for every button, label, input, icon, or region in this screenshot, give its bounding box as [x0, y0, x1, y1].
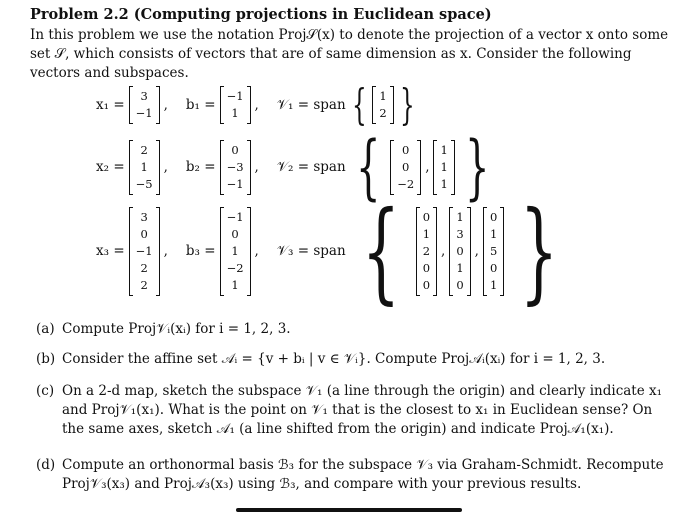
- problem-intro: In this problem we use the notation Proj𝒮(x) to denote the projection of a vector x onto some set 𝒮, which consists of vectors that are of same dimension as x. Consider the following vectors and subspaces.: [30, 27, 669, 81]
- x2-label: x₂ =: [96, 159, 125, 175]
- v3-entry: 0: [422, 209, 431, 224]
- x3-entry: 0: [140, 226, 148, 241]
- part-tag: (c): [36, 383, 55, 399]
- x1-entry: −1: [135, 106, 153, 120]
- v2-entry: −2: [397, 176, 415, 191]
- comma: ,: [474, 243, 479, 259]
- v3-entry: 5: [489, 243, 498, 258]
- v3-entry: 1: [456, 260, 464, 275]
- v2-entry: 0: [402, 142, 410, 157]
- v3-entry: 0: [456, 277, 464, 292]
- v3-entry: 2: [422, 243, 431, 258]
- b3-entry: −1: [226, 209, 244, 224]
- v3-entry: 0: [456, 243, 464, 258]
- v2-entry: 1: [440, 176, 448, 191]
- v1-entry: 2: [379, 106, 387, 120]
- vector-row-2: [0, 126, 700, 208]
- x2-vector: [129, 141, 160, 194]
- v1-label: 𝒱₁ = span: [276, 97, 346, 113]
- b1-entry: 1: [231, 106, 239, 120]
- v3-entry: 3: [456, 226, 464, 241]
- home-indicator-bar[interactable]: [236, 508, 462, 512]
- v2-entry: 1: [440, 159, 448, 174]
- left-brace: {: [355, 126, 381, 208]
- v3-entry: 1: [422, 226, 431, 241]
- x1-entry: 3: [140, 89, 148, 103]
- part-b: [36, 350, 676, 369]
- part-text: Compute an orthonormal basis ℬ₃ for the subspace 𝒱₃ via Graham-Schmidt. Recompute Proj𝒱₃(x₃) and Proj𝒜₃(x₃) using ℬ₃, and compare with your previous results.: [62, 457, 664, 492]
- v3-basis-vector-3: [483, 208, 504, 295]
- part-a: [36, 320, 676, 339]
- v2-label: 𝒱₂ = span: [276, 159, 346, 175]
- v3-entry: 0: [422, 260, 431, 275]
- left-brace: {: [361, 187, 400, 315]
- part-tag: (d): [36, 457, 56, 473]
- vector-row-3: [0, 187, 700, 315]
- b3-label: b₃ =: [185, 243, 216, 259]
- b2-label: b₂ =: [185, 159, 216, 175]
- comma: ,: [254, 159, 259, 175]
- x2-entry: 2: [140, 142, 148, 157]
- x2-entry: 1: [140, 159, 148, 174]
- b3-entry: 1: [231, 277, 239, 292]
- x3-entry: 2: [140, 277, 148, 292]
- v1-entry: 1: [379, 89, 387, 103]
- right-brace: }: [399, 80, 415, 129]
- part-d: [36, 456, 676, 494]
- comma: ,: [254, 97, 259, 113]
- b2-entry: 0: [231, 142, 239, 157]
- v3-basis-vector-1: [416, 208, 437, 295]
- problem-title: Problem 2.2 (Computing projections in Euclidean space): [30, 6, 492, 23]
- x3-vector: [129, 208, 160, 295]
- right-brace: }: [520, 187, 559, 315]
- part-text: On a 2-d map, sketch the subspace 𝒱₁ (a line through the origin) and clearly indicate x₁ and Proj𝒱₁(x₁). What is the point on 𝒱₁ that is the closest to x₁ in Euclidean sense? On the same axes, sketch 𝒜₁ (a line shifted from the origin) and indicate Proj𝒜₁(x₁).: [62, 383, 663, 437]
- v2-entry: 1: [440, 142, 448, 157]
- x3-entry: −1: [135, 243, 153, 258]
- x3-label: x₃ =: [96, 243, 125, 259]
- v3-entry: 1: [456, 209, 464, 224]
- part-text: Consider the affine set 𝒜ᵢ = {v + bᵢ | v ∈ 𝒱ᵢ}. Compute Proj𝒜ᵢ(xᵢ) for i = 1, 2, 3.: [62, 351, 606, 367]
- comma: ,: [254, 243, 259, 259]
- v2-entry: 0: [402, 159, 410, 174]
- left-brace: {: [351, 80, 367, 129]
- b3-entry: 1: [231, 243, 239, 258]
- v2-basis-vector-2: [433, 141, 454, 194]
- v1-basis-vector: [372, 87, 393, 123]
- comma: ,: [425, 159, 430, 175]
- part-text: Compute Proj𝒱ᵢ(xᵢ) for i = 1, 2, 3.: [62, 321, 291, 337]
- v2-basis-vector-1: [390, 141, 421, 194]
- x1-label: x₁ =: [96, 97, 125, 113]
- b2-entry: −3: [226, 159, 244, 174]
- b1-vector: [220, 87, 251, 123]
- right-brace: }: [464, 126, 490, 208]
- v3-entry: 1: [489, 226, 498, 241]
- b1-entry: −1: [226, 89, 244, 103]
- x2-entry: −5: [135, 176, 153, 191]
- b1-label: b₁ =: [185, 97, 216, 113]
- v3-entry: 0: [489, 260, 498, 275]
- comma: ,: [163, 97, 168, 113]
- b3-entry: 0: [231, 226, 239, 241]
- b3-vector: [220, 208, 251, 295]
- x3-entry: 3: [140, 209, 148, 224]
- vector-row-1: [0, 80, 700, 129]
- v3-basis-vector-2: [449, 208, 470, 295]
- part-c: [36, 382, 676, 439]
- v3-entry: 1: [489, 277, 498, 292]
- comma: ,: [441, 243, 446, 259]
- comma: ,: [163, 243, 168, 259]
- part-tag: (a): [36, 321, 55, 337]
- v3-entry: 0: [422, 277, 431, 292]
- b2-entry: −1: [226, 176, 244, 191]
- x1-vector: [129, 87, 160, 123]
- x3-entry: 2: [140, 260, 148, 275]
- comma: ,: [163, 159, 168, 175]
- b2-vector: [220, 141, 251, 194]
- v3-entry: 0: [489, 209, 498, 224]
- part-tag: (b): [36, 351, 56, 367]
- b3-entry: −2: [226, 260, 244, 275]
- v3-label: 𝒱₃ = span: [276, 243, 346, 259]
